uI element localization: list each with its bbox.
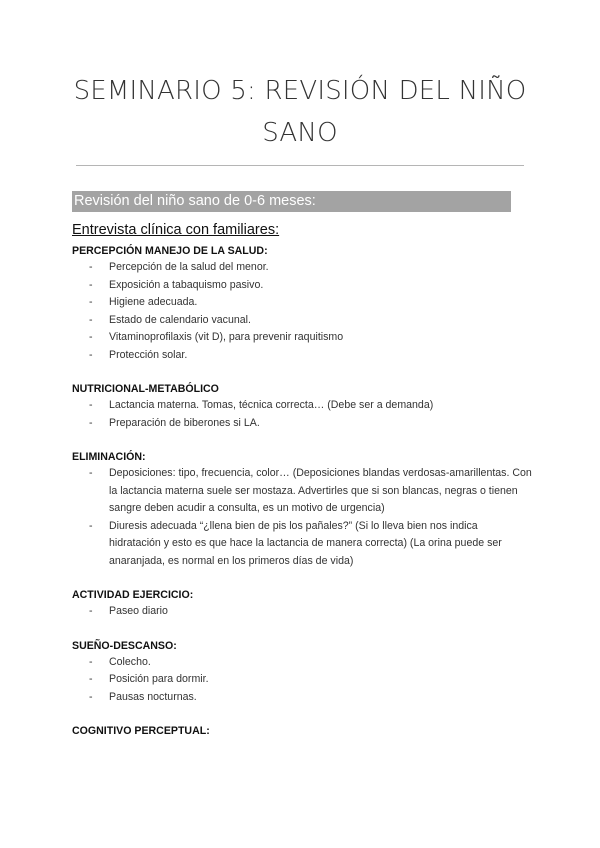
list-item-text: Lactancia materna. Tomas, técnica correcta… (Debe ser a demanda) xyxy=(109,399,434,411)
list-item xyxy=(72,603,532,621)
bullet-dash: - xyxy=(89,673,93,685)
list-item-text: Estado de calendario vacunal. xyxy=(109,313,251,326)
list-item-text: Higiene adecuada. xyxy=(109,296,198,308)
bullet-list xyxy=(72,259,532,364)
bullet-list xyxy=(72,654,532,707)
bullet-list xyxy=(72,397,532,432)
list-item-text: Preparación de biberones si LA. xyxy=(109,416,260,429)
section-title: SUEÑO-DESCANSO: xyxy=(72,639,177,652)
list-item xyxy=(72,671,532,689)
section-cognitivo xyxy=(72,723,532,739)
list-item xyxy=(72,397,532,415)
list-item xyxy=(72,329,532,347)
bullet-dash: - xyxy=(89,313,93,326)
bullet-dash: - xyxy=(89,296,93,308)
spacer xyxy=(72,570,532,587)
list-item xyxy=(72,312,532,330)
document-title: SEMINARIO 5: REVISIÓN DEL NIÑO SANO xyxy=(73,76,527,148)
spacer xyxy=(72,432,532,449)
list-item xyxy=(72,277,532,295)
spacer xyxy=(72,621,532,638)
section-percepcion xyxy=(72,243,532,364)
bullet-dash: - xyxy=(89,278,93,291)
list-item-text: Deposiciones: tipo, frecuencia, color… (Deposiciones blandas verdosas-amarillentas. Con la lactancia materna suele ser mostaza. Advertirles que si son blancas, negras o tienen sangre deben acudir a consulta, es un motivo de urgencia) xyxy=(109,467,532,514)
bullet-dash: - xyxy=(89,348,93,361)
section-actividad xyxy=(72,587,532,621)
bullet-dash: - xyxy=(89,331,93,343)
spacer xyxy=(72,364,532,381)
list-item xyxy=(72,294,532,312)
list-item-text: Posición para dormir. xyxy=(109,673,209,685)
section-nutricional xyxy=(72,381,532,432)
bullet-dash: - xyxy=(89,519,93,532)
section-title: PERCEPCIÓN MANEJO DE LA SALUD: xyxy=(72,245,268,257)
list-item-text: Paseo diario xyxy=(109,605,168,617)
section-title: COGNITIVO PERCEPTUAL: xyxy=(72,725,210,737)
section-eliminacion xyxy=(72,449,532,570)
subheading: Entrevista clínica con familiares: xyxy=(72,222,280,238)
section-title: ACTIVIDAD EJERCICIO: xyxy=(72,589,194,601)
bullet-list xyxy=(72,465,532,570)
section-title: ELIMINACIÓN: xyxy=(72,451,146,463)
bullet-dash: - xyxy=(89,690,93,703)
section-title: NUTRICIONAL-METABÓLICO xyxy=(72,383,219,395)
content-body xyxy=(72,243,532,739)
list-item-text: Percepción de la salud del menor. xyxy=(109,261,269,273)
title-divider xyxy=(76,165,524,166)
list-item xyxy=(72,465,532,518)
bullet-dash: - xyxy=(89,261,93,273)
list-item xyxy=(72,347,532,365)
list-item-text: Colecho. xyxy=(109,655,151,668)
list-item-text: Pausas nocturnas. xyxy=(109,690,197,703)
section-banner: Revisión del niño sano de 0-6 meses: xyxy=(72,191,511,212)
list-item xyxy=(72,689,532,707)
list-item xyxy=(72,415,532,433)
bullet-dash: - xyxy=(89,655,93,668)
list-item-text: Exposición a tabaquismo pasivo. xyxy=(109,278,264,291)
bullet-list xyxy=(72,603,532,621)
list-item xyxy=(72,654,532,672)
list-item-text: Vitaminoprofilaxis (vit D), para prevenir raquitismo xyxy=(109,331,344,343)
bullet-dash: - xyxy=(89,605,93,617)
spacer xyxy=(72,706,532,723)
bullet-dash: - xyxy=(89,467,93,479)
list-item xyxy=(72,259,532,277)
list-item-text: Protección solar. xyxy=(109,348,188,361)
list-item-text: Diuresis adecuada “¿llena bien de pis los pañales?” (Si lo lleva bien nos indica hidratación y esto es que hace la lactancia de manera correcta) (La orina puede ser anaranjada, es normal en los primeros días de vida) xyxy=(109,519,502,567)
bullet-dash: - xyxy=(89,416,93,429)
bullet-dash: - xyxy=(89,399,93,411)
section-sueno xyxy=(72,638,532,707)
list-item xyxy=(72,518,532,571)
